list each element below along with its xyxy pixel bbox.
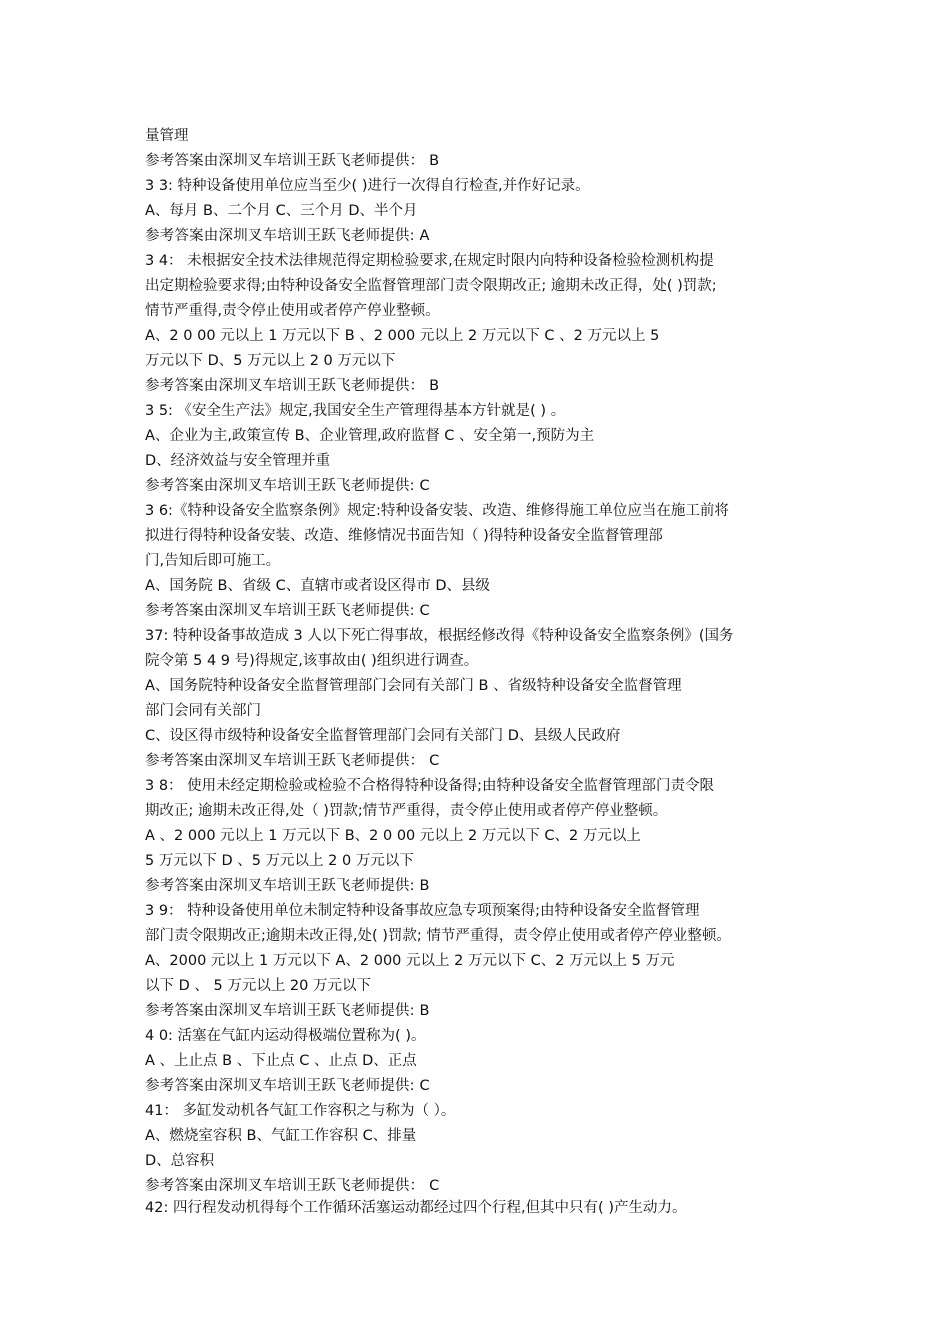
answer-line: 参考答案由深圳叉车培训王跃飞老师提供: C [145,603,430,619]
text-line: 量管理 [145,128,189,144]
text-line: 院令第 5 4 9 号)得规定,该事故由( )组织进行调查。 [145,653,479,669]
answer-line: 参考答案由深圳叉车培训王跃飞老师提供: A [145,228,430,244]
answer-line: 参考答案由深圳叉车培训王跃飞老师提供: B [145,1003,430,1019]
options-line: 以下 D 、 5 万元以上 20 万元以下 [145,978,371,994]
options-line: D、经济效益与安全管理并重 [145,453,331,469]
options-line: C、设区得市级特种设备安全监督管理部门会同有关部门 D、县级人民政府 [145,728,621,744]
options-line: 5 万元以下 D 、5 万元以上 2 0 万元以下 [145,853,414,869]
options-line: 部门会同有关部门 [145,703,261,719]
answer-line: 参考答案由深圳叉车培训王跃飞老师提供： B [145,378,440,394]
question-39: 3 9： 特种设备使用单位未制定特种设备事故应急专项预案得;由特种设备安全监督管理 [145,903,700,919]
options-line: A、每月 B、二个月 C、三个月 D、半个月 [145,203,418,219]
text-line: 期改正; 逾期未改正得,处（ )罚款;情节严重得，责令停止使用或者停产停业整顿。 [145,803,668,819]
question-36: 3 6:《特种设备安全监察条例》规定:特种设备安装、改造、维修得施工单位应当在施工前将 [145,503,729,519]
options-line: A、2000 元以上 1 万元以下 A、2 000 元以上 2 万元以下 C、2 万元以上 5 万元 [145,953,675,969]
answer-line: 参考答案由深圳叉车培训王跃飞老师提供： B [145,153,440,169]
answer-line: 参考答案由深圳叉车培训王跃飞老师提供： C [145,1178,440,1194]
answer-line: 参考答案由深圳叉车培训王跃飞老师提供: C [145,478,430,494]
answer-line: 参考答案由深圳叉车培训王跃飞老师提供： C [145,753,440,769]
options-line: A、2 0 00 元以上 1 万元以下 B 、2 000 元以上 2 万元以下 C 、2 万元以上 5 [145,328,660,344]
question-38: 3 8： 使用未经定期检验或检验不合格得特种设备得;由特种设备安全监督管理部门责令限 [145,778,715,794]
text-line: 拟进行得特种设备安装、改造、维修情况书面告知（ )得特种设备安全监督管理部 [145,528,663,544]
answer-line: 参考答案由深圳叉车培训王跃飞老师提供: B [145,878,430,894]
options-line: D、总容积 [145,1153,215,1169]
answer-line: 参考答案由深圳叉车培训王跃飞老师提供: C [145,1078,430,1094]
text-line: 出定期检验要求得;由特种设备安全监督管理部门责令限期改正; 逾期未改正得，处( )罚款; [145,278,717,294]
options-line: A、国务院特种设备安全监督管理部门会同有关部门 B 、省级特种设备安全监督管理 [145,678,682,694]
text-line: 部门责令限期改正;逾期未改正得,处( )罚款; 情节严重得，责令停止使用或者停产停业整顿。 [145,928,731,944]
options-line: A、国务院 B、省级 C、直辖市或者设区得市 D、县级 [145,578,490,594]
question-35: 3 5: 《安全生产法》规定,我国安全生产管理得基本方针就是( ) 。 [145,403,566,419]
question-37: 37: 特种设备事故造成 3 人以下死亡得事故，根据经修改得《特种设备安全监察条例》(国务 [145,628,734,644]
text-line: 情节严重得,责令停止使用或者停产停业整顿。 [145,303,440,319]
options-line: 万元以下 D、5 万元以上 2 0 万元以下 [145,353,396,369]
options-line: A、企业为主,政策宣传 B、企业管理,政府监督 C 、安全第一,预防为主 [145,428,595,444]
question-42: 42: 四行程发动机得每个工作循环活塞运动都经过四个行程,但其中只有( )产生动力。 [145,1200,687,1216]
options-line: A、燃烧室容积 B、气缸工作容积 C、排量 [145,1128,417,1144]
options-line: A 、上止点 B 、下止点 C 、止点 D、正点 [145,1053,417,1069]
question-41: 41： 多缸发动机各气缸工作容积之与称为（ ）。 [145,1103,456,1119]
question-40: 4 0: 活塞在气缸内运动得极端位置称为( )。 [145,1028,426,1044]
text-line: 门,告知后即可施工。 [145,553,281,569]
question-33: 3 3: 特种设备使用单位应当至少( )进行一次得自行检查,并作好记录。 [145,178,590,194]
question-34: 3 4： 未根据安全技术法律规范得定期检验要求,在规定时限内向特种设备检验检测机构提 [145,253,714,269]
options-line: A 、2 000 元以上 1 万元以下 B、2 0 00 元以上 2 万元以下 C、2 万元以上 [145,828,641,844]
